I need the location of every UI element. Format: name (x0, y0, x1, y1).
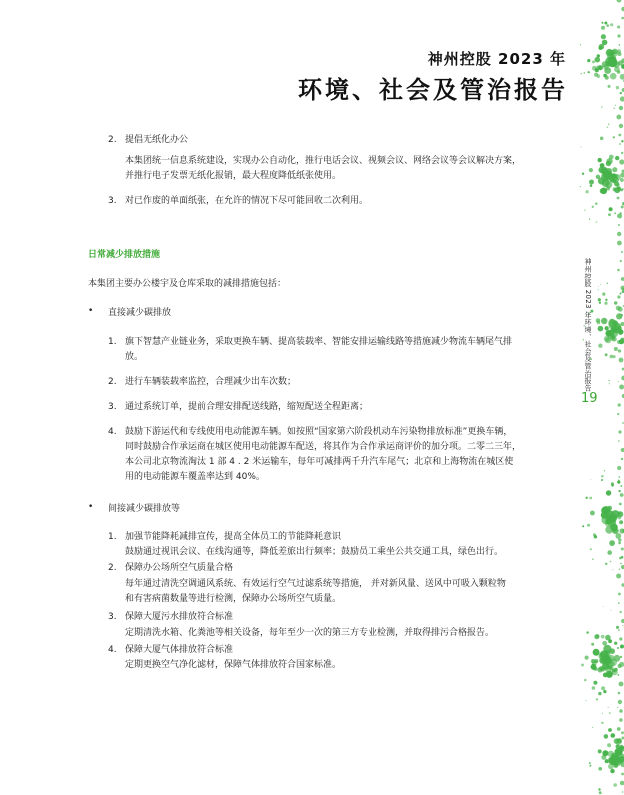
decorative-dot (610, 73, 617, 80)
decorative-dot (603, 645, 611, 653)
decorative-dot (605, 326, 609, 330)
paragraph-line: 放。 (125, 352, 144, 362)
decorative-dot (611, 610, 612, 611)
paragraph-line: 同时鼓励合作承运商在城区使用电动能源车配送，将其作为合作承运商评价的加分项。二零二三年， (125, 442, 522, 452)
decorative-dot (603, 690, 606, 693)
decorative-dot (619, 124, 623, 128)
decorative-dot (613, 187, 617, 191)
decorative-dot (607, 743, 611, 747)
decorative-dot (592, 661, 597, 666)
decorative-dot (601, 188, 608, 195)
decorative-dot (618, 476, 620, 478)
decorative-dot (592, 206, 594, 208)
decorative-dot (614, 756, 620, 762)
decorative-dot (602, 22, 604, 24)
decorative-dot (620, 293, 622, 295)
decorative-dot (619, 637, 622, 640)
decorative-dot (617, 269, 620, 272)
decorative-dot (602, 750, 608, 756)
decorative-dot (598, 749, 602, 753)
decorative-dot (585, 656, 589, 660)
decorative-dot (593, 681, 597, 685)
decorative-dot (617, 241, 622, 246)
decorative-dot (592, 66, 597, 71)
decorative-dot (614, 347, 618, 351)
decorative-dot (589, 765, 591, 767)
decorative-dot (619, 385, 624, 390)
decorative-dot (613, 108, 614, 109)
decorative-dot (622, 625, 623, 626)
decorative-dot (619, 709, 623, 713)
decorative-dot (620, 260, 622, 262)
decorative-dot (620, 322, 624, 326)
decorative-dot (597, 667, 602, 672)
decorative-dot (604, 302, 607, 305)
decorative-dot (595, 634, 599, 638)
decorative-dot (601, 475, 603, 477)
decorative-dot (620, 656, 622, 658)
decorative-dot (616, 574, 621, 579)
list-number: 3. (108, 402, 117, 412)
decorative-dot (596, 698, 598, 700)
decorative-dot (601, 26, 605, 30)
decorative-dot (582, 173, 584, 175)
decorative-dot (589, 762, 591, 764)
decorative-dot (613, 355, 616, 358)
decorative-dot (613, 783, 617, 787)
decorative-dot (606, 516, 613, 523)
decorative-dot (609, 383, 610, 384)
decorative-dot (618, 542, 621, 545)
decorative-dot (592, 61, 595, 64)
decorative-dot (592, 686, 596, 690)
paragraph-line: 进行车辆装载率监控，合理减少出车次数； (125, 377, 297, 387)
decorative-dot (617, 481, 620, 484)
decorative-dot (617, 674, 619, 676)
decorative-dot (600, 284, 601, 285)
decorative-dot (618, 44, 620, 46)
decorative-dot (616, 115, 621, 120)
list-item-title: 加强节能降耗减排宣传，提高全体员工的节能降耗意识 (125, 532, 342, 542)
decorative-dot (619, 718, 623, 722)
decorative-dot (621, 548, 624, 551)
decorative-dot (598, 692, 601, 695)
decorative-dot (614, 738, 620, 744)
decorative-dot (618, 440, 620, 442)
decorative-dot (621, 206, 624, 209)
decorative-dot (620, 96, 624, 101)
decorative-dot (600, 163, 605, 168)
decorative-dot (617, 232, 621, 236)
decorative-dot (617, 707, 618, 708)
decorative-dot (618, 381, 619, 382)
decorative-dot (596, 221, 598, 223)
paragraph-line: 鼓励下游运代和专线使用电动能源车辆。如按照“国家第六阶段机动车污染物排放标准”更换车辆， (125, 427, 513, 437)
decorative-dot (587, 59, 590, 62)
decorative-dot (618, 349, 621, 352)
decorative-dot (605, 563, 607, 565)
decorative-dot (618, 307, 623, 312)
decorative-dot (611, 173, 616, 178)
paragraph-line: 通过系统订单，提前合理安排配送线路，缩短配送全程距离； (125, 402, 369, 412)
decorative-dot (621, 140, 623, 142)
decorative-dot (604, 22, 607, 25)
list-number: 2. (108, 377, 117, 387)
decorative-dot (590, 184, 593, 187)
decorative-dot (617, 295, 620, 298)
decorative-dot (598, 289, 599, 290)
decorative-dot (616, 626, 619, 629)
decorative-dot (618, 629, 620, 631)
decorative-dot (618, 490, 620, 492)
decorative-dot (610, 23, 613, 26)
decorative-dot (589, 168, 593, 172)
decorative-dot (597, 74, 601, 78)
decorative-dot (618, 134, 621, 137)
decorative-dot (617, 197, 620, 200)
decorative-dot (584, 210, 585, 211)
decorative-dot (609, 540, 615, 546)
decorative-dot (601, 479, 603, 481)
decorative-dot (620, 611, 622, 613)
decorative-dot (586, 497, 588, 499)
list-number: 3. (108, 196, 117, 206)
decorative-dot (604, 470, 605, 471)
decorative-dot (619, 358, 624, 363)
decorative-dot (611, 733, 616, 738)
decorative-dot (582, 525, 584, 527)
decorative-dot (617, 466, 621, 470)
decorative-dot (598, 158, 602, 162)
sidebar-report-title: 神州控股 2023 年环境、社会及管治报告 (584, 258, 592, 392)
decorative-dot (622, 791, 624, 793)
list-number: 4. (108, 427, 117, 437)
decorative-dot (580, 44, 581, 45)
decorative-dot (618, 700, 622, 704)
decorative-dot (614, 642, 617, 645)
decorative-dot (601, 106, 602, 107)
decorative-dot (616, 744, 620, 748)
list-number: 3. (108, 612, 117, 622)
decorative-dot (613, 136, 615, 138)
decorative-dot (593, 649, 600, 656)
list-item-title: 保障大厦污水排放符合标准 (125, 612, 234, 622)
decorative-dot (618, 511, 621, 514)
decorative-dot (590, 548, 592, 550)
decorative-dot (614, 668, 618, 672)
decorative-dot (608, 728, 612, 732)
decorative-dot (602, 293, 605, 296)
paragraph-line: 本公司北京物流淘汰 1 部 4 . 2 米运输车，每年可减排两千升汽车尾气；北京和上海物流在城区使 (125, 457, 514, 467)
list-number: 1. (108, 337, 117, 347)
decorative-dot (602, 40, 608, 46)
decorative-dot (621, 521, 623, 523)
decorative-dot (617, 727, 621, 731)
decorative-dot (598, 326, 604, 332)
decorative-dot (586, 700, 587, 701)
list-number: 2. (108, 563, 117, 573)
decorative-dot (618, 593, 621, 596)
report-company-year: 神州控股 2023 年 (427, 50, 566, 68)
decorative-dot (609, 380, 610, 381)
decorative-dot (604, 734, 609, 739)
decorative-dot (599, 791, 602, 794)
list-number: 2. (108, 135, 117, 145)
decorative-dot (614, 655, 621, 662)
decorative-dot (608, 85, 611, 88)
decorative-dot (620, 92, 622, 94)
decorative-dot (610, 561, 612, 563)
decorative-dot (620, 493, 624, 497)
decorative-dot (620, 74, 624, 80)
decorative-dot (588, 71, 590, 73)
decorative-dot (580, 186, 581, 187)
decorative-dot (609, 712, 611, 714)
decorative-dot (601, 34, 606, 39)
decorative-dot (621, 458, 623, 460)
decorative-dot (612, 167, 617, 172)
decorative-dot (609, 55, 617, 63)
bullet-marker: • (88, 502, 94, 512)
list-item-title: 保障办公场所空气质量合格 (125, 563, 234, 573)
decorative-dot (620, 563, 622, 565)
paragraph-line: 旗下智慧产业链业务，采取更换车辆、提高装载率、智能安排运输线路等措施减少物流车辆尾气排 (125, 337, 513, 347)
paragraph-line: 本集团统一信息系统建设，实现办公自动化，推行电话会议、视频会议、网络会议等会议解决方案， (125, 156, 522, 166)
decorative-dot (619, 143, 621, 145)
decorative-dot (621, 152, 623, 154)
decorative-dot (618, 602, 620, 604)
decorative-dot (605, 658, 612, 665)
decorative-dot (617, 214, 622, 219)
decorative-dot (618, 538, 621, 541)
decorative-dot (586, 190, 589, 193)
decorative-dot (611, 482, 614, 485)
decorative-dot (598, 65, 603, 70)
decorative-dot (618, 331, 622, 335)
decorative-dot (621, 286, 624, 291)
decorative-dot (609, 207, 613, 211)
report-title: 环境、社会及管治报告 (298, 76, 568, 104)
decorative-dot (612, 49, 618, 55)
decorative-dot (581, 664, 584, 667)
decorative-dot (619, 569, 620, 570)
decorative-dot (606, 490, 611, 495)
decorative-dot (584, 72, 586, 74)
decorative-dot (605, 330, 611, 336)
decorative-dot (619, 159, 624, 164)
decorative-dot (617, 34, 620, 37)
decorative-dot (598, 767, 602, 771)
decorative-dot (607, 550, 612, 555)
decorative-dot (592, 558, 594, 560)
subsection-title: 直接减少碳排放 (108, 308, 172, 318)
decorative-dot (605, 299, 607, 301)
paragraph-line: 鼓励通过视讯会议、在线沟通等，降低差旅出行频率；鼓励员工乘坐公共交通工具，绿色出行。 (125, 547, 504, 557)
decorative-dot (618, 224, 620, 226)
decorative-dot (619, 503, 622, 506)
decorative-dot (608, 707, 609, 708)
decorative-dot (618, 52, 622, 56)
decorative-dot (614, 301, 617, 304)
decorative-dot (606, 24, 609, 27)
decorative-dot (601, 686, 605, 690)
paragraph-line: 用的电动能源车覆盖率达到 40%。 (125, 472, 265, 482)
decorative-dot (602, 641, 607, 646)
paragraph-line: 和有害病菌数量等进行检测，保障办公场所空气质量。 (125, 594, 342, 604)
decorative-dot (608, 124, 609, 125)
decorative-dot (598, 298, 601, 301)
decorative-dot (619, 682, 624, 687)
decorative-dot (603, 606, 604, 607)
decorative-dot (617, 26, 620, 29)
paragraph-line: 定期清洗水箱、化粪池等相关设备，每年至少一次的第三方专业检测，并取得排污合格报告。 (125, 628, 495, 638)
decorative-dot (618, 692, 621, 695)
decorative-dot (619, 745, 623, 749)
decorative-dot (590, 511, 595, 516)
decorative-dot (620, 485, 622, 487)
decorative-dot (617, 0, 622, 3)
decorative-dot (598, 286, 599, 287)
paragraph-line: 定期更换空气净化滤材，保障气体排放符合国家标准。 (125, 660, 342, 670)
decorative-dot (610, 769, 614, 773)
decorative-dot (614, 323, 622, 331)
page-number: 19 (581, 391, 598, 406)
decorative-dot (584, 679, 586, 681)
decorative-dot (620, 645, 624, 649)
decorative-dot (618, 61, 623, 66)
decorative-dot (601, 318, 607, 324)
list-item-title: 提倡无纸化办公 (125, 135, 189, 145)
decorative-dot (608, 639, 612, 643)
decorative-dot (619, 106, 623, 110)
decorative-dot (608, 213, 611, 216)
decorative-dot (597, 321, 601, 325)
decorative-dot (617, 340, 621, 344)
decorative-dot (615, 156, 619, 160)
decorative-dot (580, 147, 581, 148)
decorative-dot (589, 180, 594, 185)
decorative-dot (586, 631, 589, 634)
decorative-dot (601, 635, 605, 639)
decorative-dot (616, 86, 619, 89)
section-intro: 本集团主要办公楼宇及仓库采取的减排措施包括： (88, 279, 287, 289)
decorative-dot (615, 105, 616, 106)
decorative-dot (590, 479, 591, 480)
decorative-dot (594, 535, 597, 538)
decorative-dot (605, 171, 611, 177)
decorative-dot (612, 569, 613, 570)
subsection-title: 间接减少碳排放等 (108, 504, 181, 514)
decorative-dot (606, 161, 611, 166)
decorative-dot (605, 353, 608, 356)
decorative-dot (601, 511, 608, 518)
decorative-dot (589, 218, 590, 219)
decorative-dot (614, 212, 616, 214)
list-item-title: 保障大厦气体排放符合标准 (125, 645, 234, 655)
decorative-dot (598, 344, 602, 348)
list-number: 4. (108, 645, 117, 655)
decorative-dot (601, 722, 603, 724)
decorative-dot (595, 57, 601, 63)
decorative-dot (598, 788, 600, 790)
decorative-dot (619, 557, 622, 560)
decorative-dot (619, 528, 624, 533)
decorative-dot (618, 430, 621, 433)
decorative-dot (620, 314, 623, 317)
decorative-dot (592, 727, 593, 728)
decorative-dot (605, 181, 612, 188)
paragraph-line: 每年通过清洗空调通风系统、有效运行空气过滤系统等措施， 并对新风量、送风中可吸入颗粒物 (125, 579, 506, 589)
decorative-dot (607, 126, 609, 128)
bullet-marker: • (88, 306, 94, 316)
decorative-dot (620, 781, 624, 786)
decorative-dot (617, 647, 619, 649)
decorative-dot (581, 73, 582, 74)
decorative-dot (603, 673, 608, 678)
decorative-dot (602, 713, 603, 714)
decorative-dot (620, 178, 624, 182)
decorative-dot (621, 251, 623, 253)
decorative-dot (618, 403, 621, 406)
decorative-dot (600, 137, 604, 141)
decorative-dot (604, 67, 611, 74)
decorative-dot (595, 203, 597, 205)
section-heading: 日常减少排放措施 (88, 250, 161, 260)
decorative-dot (617, 70, 621, 74)
decorative-dot (605, 337, 611, 343)
decorative-dot (591, 643, 594, 646)
decorative-dot (587, 524, 590, 527)
decorative-dot (617, 413, 619, 415)
list-number: 1. (108, 532, 117, 542)
decorative-dot (609, 155, 614, 160)
decorative-dot (599, 302, 601, 304)
decorative-dot (615, 533, 621, 539)
decorative-dot (605, 76, 609, 80)
decorative-dot (607, 665, 612, 670)
decorative-dot (618, 664, 622, 668)
list-item-text: 对已作废的单面纸张，在允许的情况下尽可能回收二次利用。 (125, 196, 369, 206)
decorative-dot (607, 283, 608, 284)
decorative-dot (589, 497, 592, 500)
decorative-dot (610, 524, 618, 532)
paragraph-line: 并推行电子发票无纸化报销，最大程度降低纸张使用。 (125, 171, 342, 181)
